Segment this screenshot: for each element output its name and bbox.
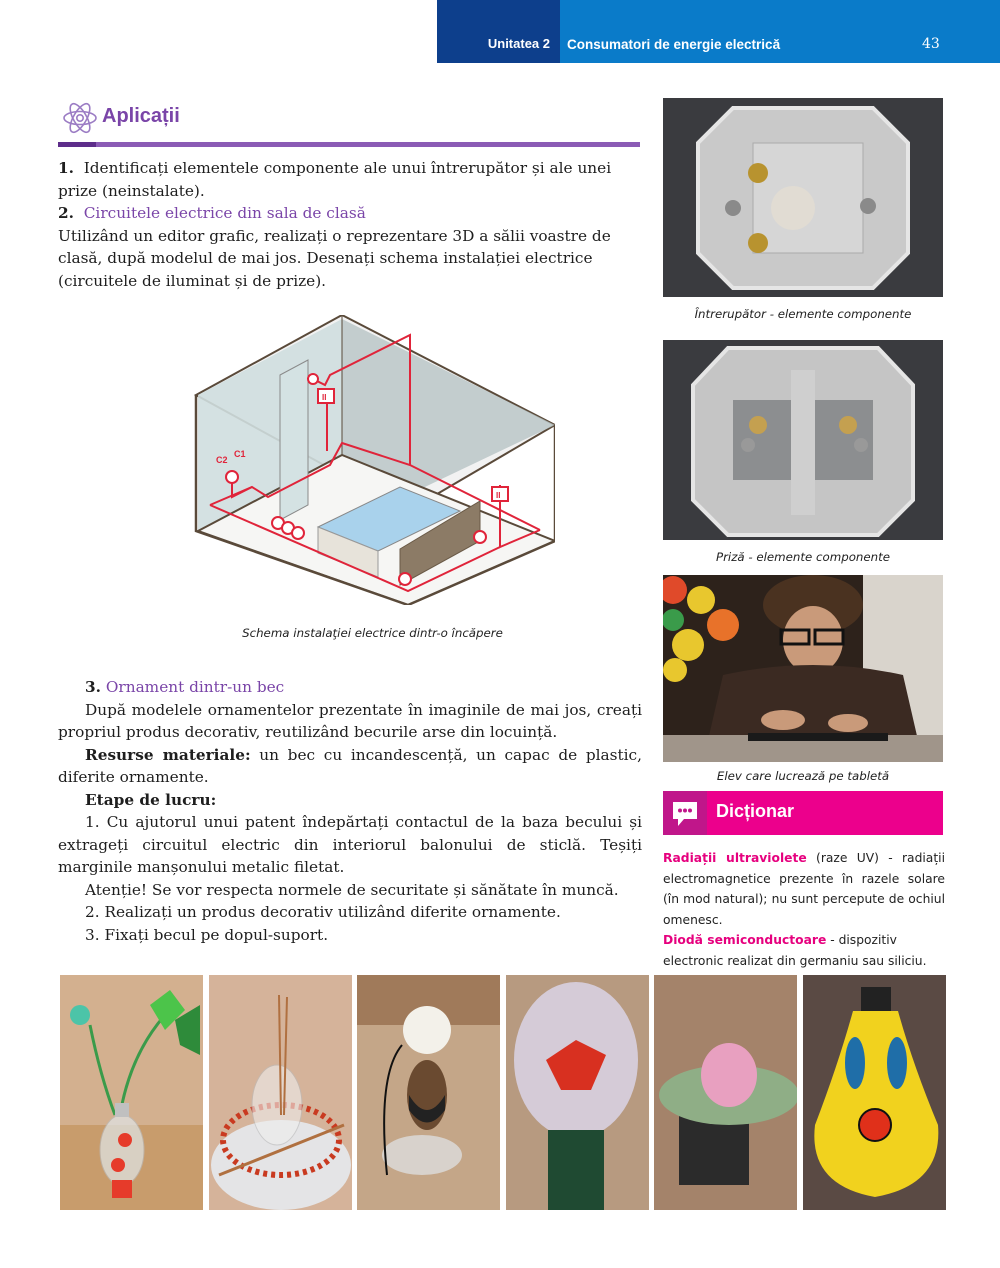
dictionary-term: Radiații ultraviolete [663,851,807,865]
dictionary-title: Dicționar [716,801,795,821]
atom-icon [62,98,98,138]
switch-label: II [322,393,327,402]
dictionary-icon-box [663,791,707,835]
label-c1: C1 [234,449,246,459]
socket-caption: Priză - elemente componente [715,550,891,564]
gallery-photo-egg-ornament [654,975,797,1210]
tasks-block [58,157,642,292]
gallery-photo-snow-globe-bulb [506,975,649,1210]
gallery-photo-painted-vase [357,975,500,1210]
task-2-heading [58,202,642,225]
student-caption: Elev care lucrează pe tabletă [716,769,890,783]
speech-bubble-icon [663,791,707,835]
section-title: Aplicații [102,105,180,127]
gallery-photo-bulb-diffuser [209,975,352,1210]
task-3-title: Ornament dintr-un bec [105,678,285,696]
dictionary-header [663,791,943,835]
safety-warning: Atenție! Se vor respecta normele de securitate și sănătate în muncă. [85,880,619,899]
task-3-number: 3. [85,678,101,696]
section-heading [60,98,640,140]
task-1 [58,157,642,202]
task-2-number: 2. [58,204,74,222]
switch-photo [663,98,943,297]
section-divider-accent [58,142,96,147]
socket-icon [474,531,486,543]
dictionary-definition: - dispozitiv electronic realizat din germaniu sau siliciu. [663,933,927,968]
unit-label-text: Unitatea 2 [487,36,550,51]
task-1-text: Identificați elementele componente ale unui întrerupător și ale unei prize (neinstalate). [58,159,612,200]
step-3: 3. Fixați becul pe dopul-suport. [85,925,329,944]
door [280,360,308,520]
task-1-number: 1. [58,159,74,177]
page-number: 43 [922,36,940,52]
task-3-resources [58,744,642,789]
section-divider [58,142,640,147]
steps-label: Etape de lucru: [85,790,217,809]
unit-title: Consumatori de energie electrică [567,37,781,52]
room-wiring-diagram [190,315,555,605]
step-2: 2. Realizați un produs decorativ utilizând diferite ornamente. [85,903,561,921]
dictionary-definition: (raze UV) - radiații electromagnetice prezente în razele solare (în mod natural); nu sunt percepute de ochiul omenesc. [663,851,945,927]
student-photo [663,575,943,762]
unit-label [437,0,560,63]
socket-photo [663,340,943,540]
dictionary-body [663,848,945,971]
label-c2: C2 [216,455,228,465]
task-3-intro: După modelele ornamentelor prezentate în imaginile de mai jos, creați propriul produs decorativ, reutilizând becurile arse din locuință. [58,700,642,741]
gallery-photo-bulb-vase [60,975,203,1210]
switch-label-2: II [496,491,501,500]
switch-caption: Întrerupător - elemente componente [694,307,912,321]
socket-icon [226,471,238,483]
step-1: 1. Cu ajutorul unui patent îndepărtați contactul de la baza becului și extrageți circuitul electric din interiorul balonului de sticlă. Teșiți marginile manșonului metalic filetat. [58,813,642,876]
resources-label: Resurse materiale: [85,745,251,764]
gallery-photo-bird-face-bulb [803,975,946,1210]
ceiling-light-icon [308,374,318,384]
dictionary-entry [663,848,945,930]
socket-icon [292,527,304,539]
task-3-heading [58,676,642,699]
unit-title-bar [560,0,1000,63]
task-3-block [58,676,642,946]
task-2-title: Circuitele electrice din sala de clasă [83,204,366,222]
socket-icon [399,573,411,585]
task-2-text: Utilizând un editor grafic, realizați o reprezentare 3D a sălii voastre de clasă, după modelul de mai jos. Desenați schema instalației electrice (circuitele de iluminat și de prize). [58,226,611,290]
diagram-caption: Schema instalaţiei electrice dintr-o încăpere [242,626,503,640]
resources-text: un bec cu incandescență, un capac de plastic, diferite ornamente. [58,745,642,786]
dictionary-entry [663,930,945,971]
dictionary-term: Diodă semiconductoare [663,933,827,947]
